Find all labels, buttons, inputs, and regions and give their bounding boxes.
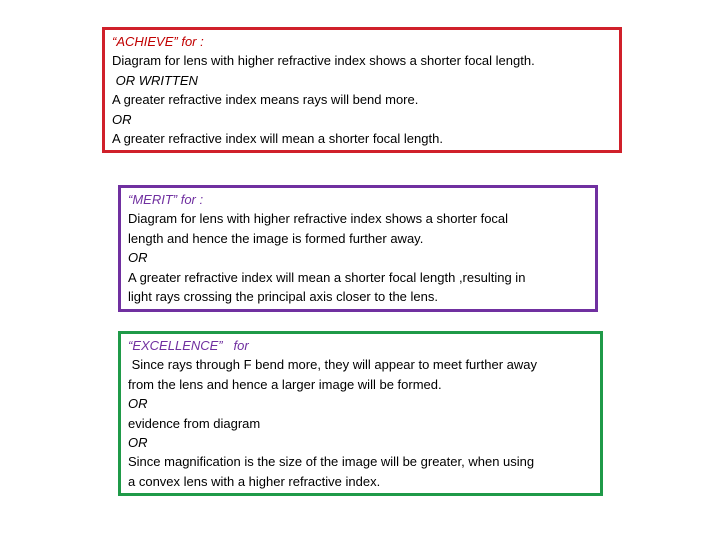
merit-criteria-box (118, 185, 598, 312)
achieve-lines (112, 51, 613, 148)
excellence-line: Since magnification is the size of the image will be greater, when using (128, 454, 535, 470)
achieve-heading: “ACHIEVE” for : (112, 34, 204, 49)
excellence-criteria-box (118, 331, 603, 496)
merit-line: Diagram for lens with higher refractive index shows a shorter focal (128, 211, 509, 227)
merit-lines (128, 209, 589, 306)
excellence-line: from the lens and hence a larger image will be formed. (128, 376, 442, 392)
excellence-line: OR (128, 435, 148, 451)
merit-line: length and hence the image is formed further away. (128, 230, 424, 246)
achieve-criteria-box (102, 27, 622, 153)
merit-line: A greater refractive index will mean a shorter focal length ,resulting in (128, 269, 526, 285)
excellence-line: a convex lens with a higher refractive index. (128, 473, 381, 489)
achieve-line: A greater refractive index will mean a shorter focal length. (112, 131, 443, 147)
achieve-line: OR (112, 111, 132, 127)
achieve-line: A greater refractive index means rays will bend more. (112, 92, 419, 108)
achieve-line: OR WRITTEN (112, 72, 198, 88)
merit-line: OR (128, 250, 148, 266)
merit-heading: “MERIT” for : (128, 192, 204, 207)
excellence-line: evidence from diagram (128, 415, 261, 431)
achieve-line: Diagram for lens with higher refractive index shows a shorter focal length. (112, 53, 535, 69)
excellence-line: OR (128, 396, 148, 412)
excellence-heading: “EXCELLENCE” for (128, 338, 249, 353)
excellence-line: Since rays through F bend more, they will appear to meet further away (128, 357, 537, 373)
excellence-lines (128, 355, 594, 491)
merit-line: light rays crossing the principal axis closer to the lens. (128, 289, 438, 305)
